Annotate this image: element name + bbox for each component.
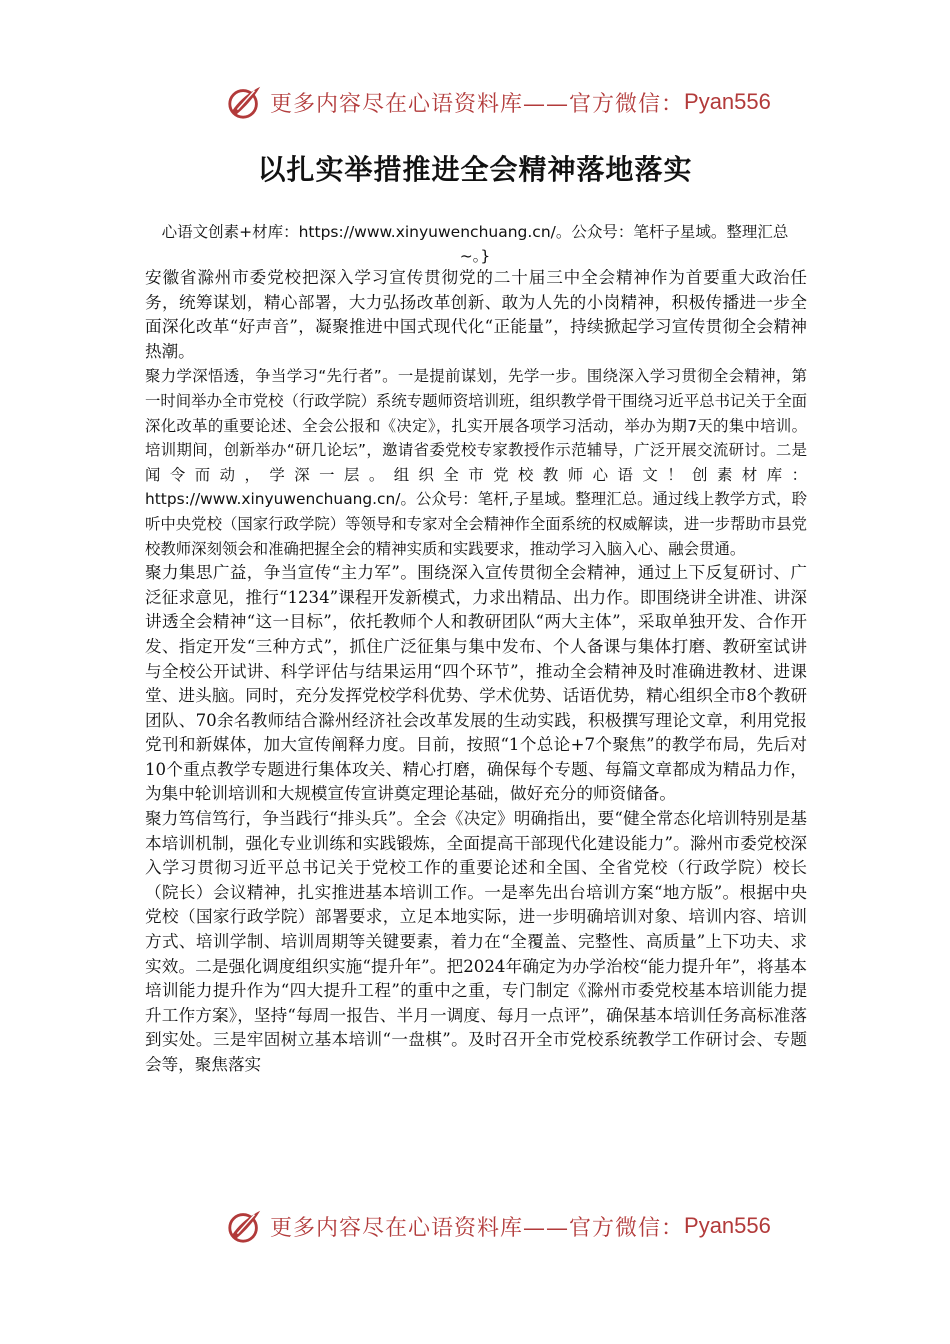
paragraph: 聚力集思广益，争当宣传“主力军”。围绕深入宣传贯彻全会精神，通过上下反复研讨、广泛征求意见，推行“1234”课程开发新模式，力求出精品、出力作。即围绕讲全讲准、讲深讲透全会精神“这一目标”，依托教师个人和教研团队“两大主体”，采取单独开发、合作开发、指定开发“三种方式”，抓住广泛征集与集中发布、个人备课与集体打磨、教研室试讲与全校公开试讲、科学评估与结果运用“四个环节”，推动全会精神及时准确进教材、进课堂、进头脑。同时，充分发挥党校学科优势、学术优势、话语优势，精心组织全市8个教研团队、70余名教师结合滁州经济社会改革发展的生动实践，积极撰写理论文章，利用党报党刊和新媒体，加大宣传阐释力度。目前，按照“1个总论+7个聚焦”的教学布局，先后对10个重点教学专题进行集体攻关、精心打磨，确保每个专题、每篇文章都成为精品力作，为集中轮训培训和大规模宣传宣讲奠定理论基础，做好充分的师资储备。 <box>145 563 807 804</box>
pen-logo-icon <box>226 1207 264 1245</box>
banner-handle: Pyan556 <box>684 1213 771 1238</box>
footer-banner[interactable] <box>226 1204 771 1248</box>
paragraph: 安徽省滁州市委党校把深入学习宣传贯彻党的二十届三中全会精神作为首要重大政治任务，统筹谋划，精心部署，大力弘扬改革创新、敢为人先的小岗精神，积极传播进一步全面深化改革“好声音”，凝聚推进中国式现代化“正能量”，持续掀起学习宣传贯彻全会精神热潮。 <box>145 268 807 361</box>
paragraph: 聚力笃信笃行，争当践行“排头兵”。全会《决定》明确指出，要“健全常态化培训特别是基本培训机制，强化专业训练和实践锻炼，全面提高干部现代化建设能力”。滁州市委党校深入学习贯彻习近平总书记关于党校工作的重要论述和全国、全省党校（行政学院）校长（院长）会议精神，扎实推进基本培训工作。一是率先出台培训方案“地方版”。根据中央党校（国家行政学院）部署要求，立足本地实际，进一步明确培训对象、培训内容、培训方式、培训学制、培训周期等关键要素，着力在“全覆盖、完整性、高质量”上下功夫、求实效。二是强化调度组织实施“提升年”。把2024年确定为办学治校“能力提升年”，将基本培训能力提升作为“四大提升工程”的重中之重，专门制定《滁州市委党校基本培训能力提升工作方案》，坚持“每周一报告、半月一调度、每月一点评”，确保基本培训任务高标准落到实处。三是牢固树立基本培训“一盘棋”。及时召开全市党校系统教学工作研讨会、专题会等，聚焦落实 <box>145 809 807 1074</box>
header-banner[interactable] <box>226 80 771 124</box>
document-body <box>145 266 807 1078</box>
source-line: 心语文创素+材库：https://www.xinyuwenchuang.cn/。公众号：笔杆子星域。整理汇总~。} <box>161 223 789 265</box>
paragraph: 聚力学深悟透，争当学习“先行者”。一是提前谋划，先学一步。围绕深入学习贯彻全会精神，第一时间举办全市党校（行政学院）系统专题师资培训班，组织教学骨干围绕习近平总书记关于全面深化改革的重要论述、全会公报和《决定》，扎实开展各项学习活动，举办为期7天的集中培训。培训期间，创新举办“研几论坛”，邀请省委党校专家教授作示范辅导，广泛开展交流研讨。二是闻令而动，学深一层。组织全市党校教师心语文！创素材库：https://www.xinyuwenchuang.cn/。公众号：笔杆,子星域。整理汇总。通过线上教学方式，聆听中央党校（国家行政学院）等领导和专家对全会精神作全面系统的权威解读，进一步帮助市县党校教师深刻领会和准确把握全会的精神实质和实践要求，推动学习入脑入心、融会贯通。 <box>145 367 807 558</box>
pen-logo-icon <box>226 83 264 121</box>
banner-handle: Pyan556 <box>684 89 771 114</box>
banner-text: 更多内容尽在心语资料库——官方微信： <box>270 91 685 117</box>
banner-text: 更多内容尽在心语资料库——官方微信： <box>270 1215 685 1241</box>
document-title: 以扎实举措推进全会精神落地落实 <box>257 153 693 186</box>
